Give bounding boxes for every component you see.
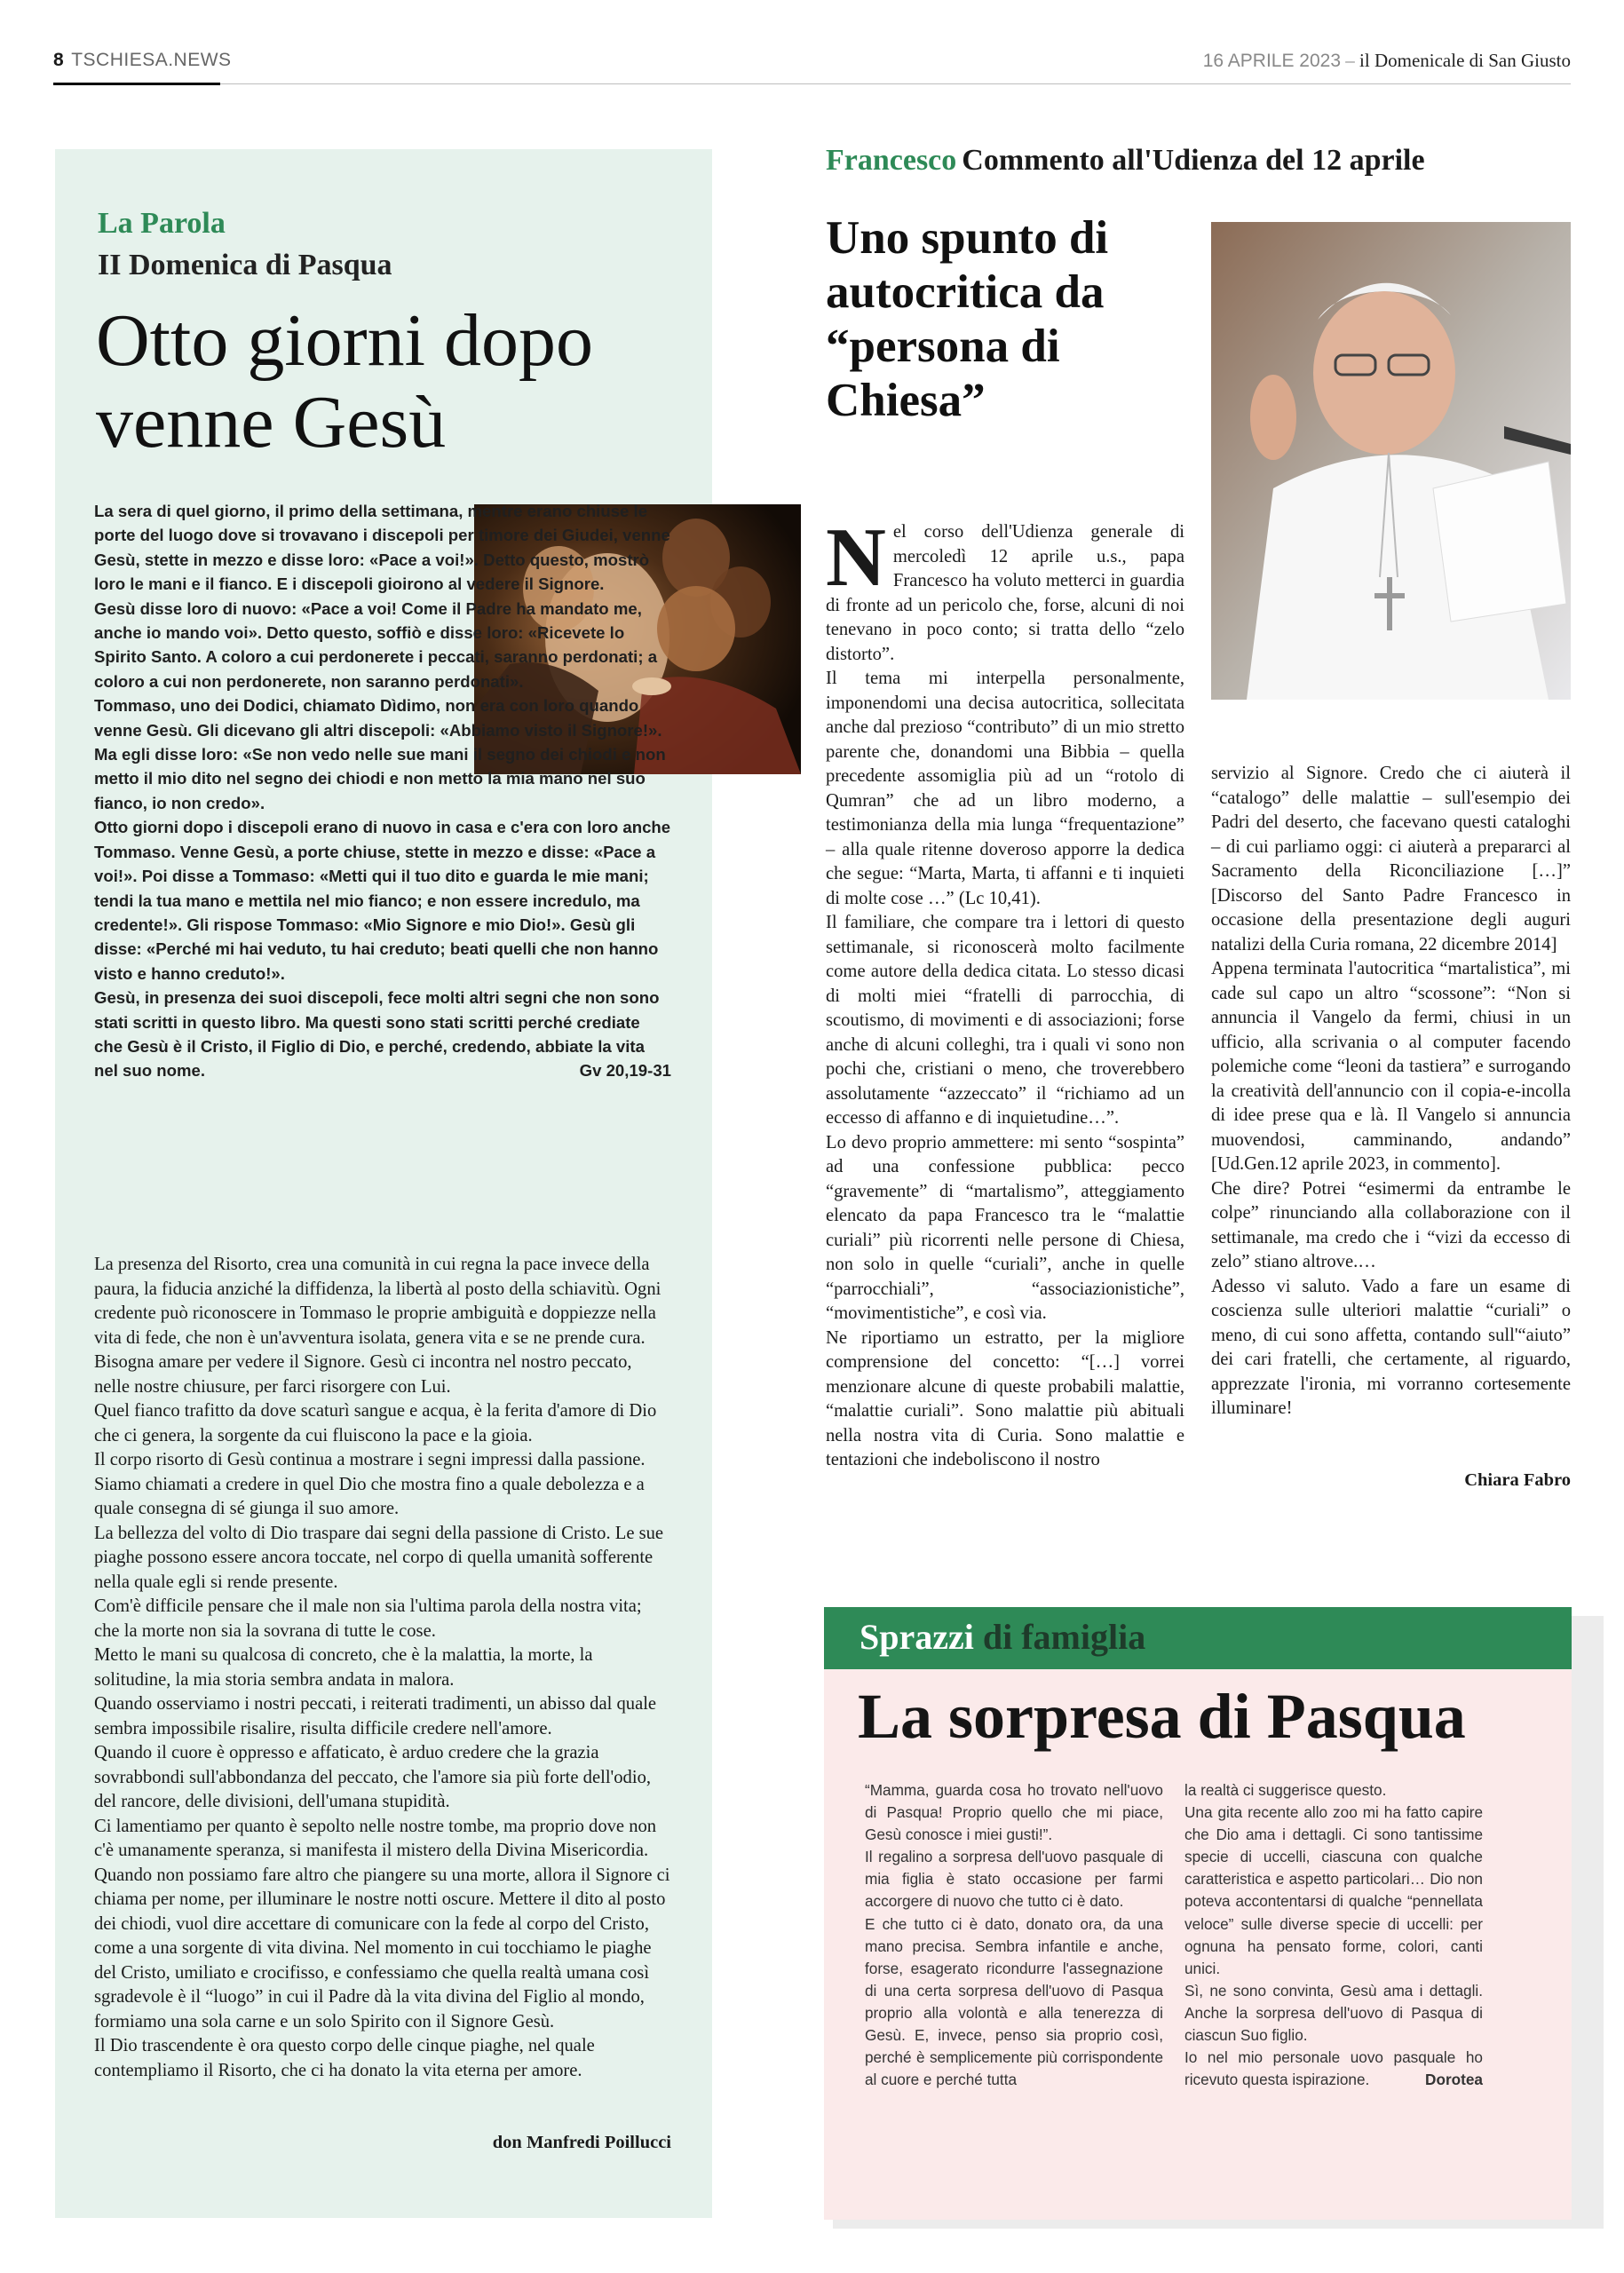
article-paragraph: Ne riportiamo un estratto, per la migliore comprensione del concetto: “[…] vorrei menzionare alcune di queste probabili malattie, “malattie curiali”. Sono malattie più abituali nella nostra vita di Curia. Sono malattie e tentazioni che indeboliscono il nostro xyxy=(826,1327,1184,1469)
section-kicker xyxy=(826,144,1425,178)
article-paragraph: Appena terminata l'autocritica “martalistica”, mi cade sul capo un altro “scossone”: “Non si annuncia il Vangelo da fermi, chiusi in un ufficio, alla scrivania o al computer facendo polemiche come “leoni da tastiera” e surrogando la creatività dell'annuncio con il copia-e-incolla di idee prese qua e là. Il Vangelo si annuncia muovendosi, camminando, andando” [Ud.Gen.12 aprile 2023, in commento]. xyxy=(1211,959,1571,1174)
section-kicker: La Parola xyxy=(98,207,226,240)
commentary-paragraph: La presenza del Risorto, crea una comunità in cui regna la pace invece della paura, la fiducia anziché la diffidenza, la libertà al posto della schiavitù. Ogni credente può riconoscere in Tommaso le proprie ambiguità e doppiezze nella vita di fede, che non è un'avventura isolata, genera vita e se ne prende cura. xyxy=(94,1255,661,1348)
article-author: Chiara Fabro xyxy=(1464,1470,1571,1490)
gospel-text: Gesù, in presenza dei suoi discepoli, fece molti altri segni che non sono stati scritti in questo libro. Ma questi sono stati scritti perché crediate che Gesù è il Cristo, il Figlio di Dio, e perché, credendo, abbiate la vita nel suo nome. xyxy=(94,988,660,1081)
commentary-paragraph: Quando il cuore è oppresso e affaticato, è arduo credere che la grazia sovrabbondi sull'abbondanza del peccato, che l'amore sia più forte dell'odio, del rancore, delle divisioni, dell'umana stupidità. xyxy=(94,1743,652,1811)
drop-cap: N xyxy=(826,511,886,604)
commentary-paragraph: Quel fianco trafitto da dove scaturì sangue e acqua, è la ferita d'amore di Dio che ci genera, la sorgente da cui fluiscono la pace e la gioia. xyxy=(94,1401,657,1445)
sprazzi-title: La sorpresa di Pasqua xyxy=(858,1681,1466,1752)
paragraph-text: el corso dell'Udienza generale di mercoledì 12 aprile u.s., papa Francesco ha voluto metterci in guardia di fronte ad un pericolo che, forse, alcuni di noi tenevano in poco conto; si tratta dello “zelo distorto”. xyxy=(826,522,1184,664)
page-number: 8 xyxy=(53,50,65,70)
sprazzi-kicker xyxy=(860,1616,1145,1658)
header-separator: – xyxy=(1345,50,1355,71)
article-title: Otto giorni dopo venne Gesù xyxy=(96,299,593,463)
article-paragraph: Il tema mi interpella personalmente, imponendomi una decisa autocritica, sollecitata anche dal prezioso “contributo” di un mio stretto parente che, donandomi una Bibbia – quella precedente assomiglia più ad un “rotolo di Qumran” che ad un libro moderno, a testimonianza della mia lunga “frequentazione” – alla quale ritenne doveroso apporre la dedica che segue: “Marta, Marta, ti affanni e ti inquieti di molte cose …” (Lc 10,41). xyxy=(826,669,1184,908)
article-paragraph: Che dire? Potrei “esimermi da entrambe le colpe” rinunciando alla collaborazione con il settimanale, ma credo che i “vizi da eccesso di zelo” stiano altrove.… xyxy=(1211,1178,1571,1271)
sprazzi-author: Dorotea xyxy=(1425,2071,1483,2089)
sprazzi-paragraph: la realtà ci suggerisce questo. xyxy=(1184,1781,1387,1799)
commentary-paragraph: Quando osserviamo i nostri peccati, i reiterati tradimenti, un abisso dal quale sembra impossibile risalire, risulta difficile credere nell'amore. xyxy=(94,1694,657,1738)
article-paragraph xyxy=(826,511,1184,667)
gospel-paragraph: Gesù disse loro di nuovo: «Pace a voi! Come il Padre ha mandato me, anche io mando voi». Detto questo, soffiò e disse loro: «Ricevete lo Spirito Santo. A coloro a cui perdonerete i peccati, saranno perdonati; a coloro a cui non perdonerete, non saranno perdonati». xyxy=(94,598,658,691)
sprazzi-column-1 xyxy=(865,1779,1163,2091)
commentary-paragraph: Il Dio trascendente è ora questo corpo delle cinque piaghe, nel quale contempliamo il Risorto, che ci ha donato la vita eterna per amore. xyxy=(94,2036,595,2080)
commentary-paragraph: Ci lamentiamo per quanto è sepolto nelle nostre tombe, ma proprio dove non c'è umanamente speranza, si manifesta il mistero della Divina Misericordia. Quando non possiamo fare altro che piangere su una morte, allora il Signore ci chiama per nome, per illuminare le nostre notti oscure. Mettere il dito al posto dei chiodi, vuol dire accettare di comunicare con la fede al corpo del Cristo, come a una sorgente di vita divina. Nel momento in cui tocchiamo le piaghe del Cristo, umiliato e crocifisso, e confessiamo che quella realtà umana così sgradevole è il “luogo” in cui il Padre dà la vita divina del Figlio al mondo, formiamo una sola carne e un solo Spirito con il Signore Gesù. xyxy=(94,1816,670,2031)
article-author: don Manfredi Poillucci xyxy=(492,2133,671,2152)
sprazzi-paragraph: Una gita recente allo zoo mi ha fatto capire che Dio ama i dettagli. Ci sono tantissime specie di uccelli, ciascuna con qualche caratteristica e aspetto particolari… Dio non poteva accontentarsi di qualche “pennellata veloce” sulle diverse specie di uccelli: per ognuna ha pensato forme, colori, canti unici. xyxy=(1184,1803,1483,1977)
pope-francis-photo xyxy=(1211,222,1571,700)
sprazzi-paragraph: Il regalino a sorpresa dell'uovo pasquale di mia figlia è stato occasione per farmi accorgere di nuovo che tutto ci è dato. xyxy=(865,1848,1163,1911)
issue-date: 16 APRILE 2023 xyxy=(1202,51,1342,71)
pope-photo xyxy=(1211,222,1571,700)
kicker-word: di famiglia xyxy=(982,1617,1146,1657)
gospel-paragraph: Otto giorni dopo i discepoli erano di nuovo in casa e c'era con loro anche Tommaso. Venne Gesù, a porte chiuse, stette in mezzo e disse: «Pace a voi!». Poi disse a Tommaso: «Metti qui il tuo dito e guarda le mie mani; tendi la tua mano e mettila nel mio fianco; e non essere incredulo, ma credente!». Gli rispose Tommaso: «Mio Signore e mio Dio!». Gesù gli disse: «Perché mi hai veduto, tu hai creduto; beati quelli che non hanno visto e hanno creduto!». xyxy=(94,818,671,983)
article-headline: Uno spunto di autocritica da “persona di Chiesa” xyxy=(826,212,1109,426)
sprazzi-paragraph: E che tutto ci è dato, donato ora, da una mano precisa. Sembra infantile e anche, forse, esagerato ricondurre l'assegnazione di una certa sorpresa dell'uovo di Pasqua proprio alla volontà e alla tenerezza di Gesù. E, invece, penso sia proprio così, perché è semplicemente più corrispondente al cuore e perché tutta xyxy=(865,1914,1163,2089)
header-rule xyxy=(220,83,1571,84)
kicker-name: Francesco xyxy=(826,144,957,177)
kicker-topic: Commento all'Udienza del 12 aprile xyxy=(962,144,1425,177)
article-column-2 xyxy=(1211,762,1571,1422)
header-rule-accent xyxy=(53,83,220,85)
gospel-paragraph: La sera di quel giorno, il primo della settimana, mentre erano chiuse le porte del luogo dove si trovavano i discepoli per timore dei Giudei, venne Gesù, stette in mezzo e disse loro: «Pace a voi!». Detto questo, mostrò loro le mani e il fianco. E i discepoli gioirono al vedere il Signore. xyxy=(94,502,670,594)
article-column-1 xyxy=(826,511,1184,1473)
publication-name: il Domenicale di San Giusto xyxy=(1359,50,1571,71)
site-name: TSCHIESA.NEWS xyxy=(71,50,232,70)
article-paragraph: Lo devo proprio ammettere: mi sento “sospinta” ad una confessione pubblica: pecco “gravemente” di “martalismo”, atteggiamento elencato da papa Francesco tra le “malattie curiali” più ricorrenti nelle persone di Chiesa, non solo in quelle “curiali”, anche in quelle “parrocchiali”, “associazionistiche”, “movimentistiche”, e così via. xyxy=(826,1132,1184,1323)
sprazzi-column-2 xyxy=(1184,1779,1483,2091)
article-paragraph: Il familiare, che compare tra i lettori di questo settimanale, si riconoscerà molto facilmente come autore della dedica citata. Lo stesso dicasi di molti miei “fratelli di parrocchia, di scoutismo, di movimenti e di associazioni; forse anche di alcuni colleghi, tra i quali vi sono non pochi che, cristiani o meno, che troverebbero assolutamente “azzeccato” il “richiamo ad un eccesso di affanno e di inquietudine…”. xyxy=(826,913,1184,1128)
article-paragraph: Adesso vi saluto. Vado a fare un esame di coscienza sulle ulteriori malattie “curiali” o meno, di cui sono affetta, contando sull'“aiuto” dei cari fratelli, che certamente, al riguardo, apprezzate l'ironia, mi vorranno cortesemente illuminare! xyxy=(1211,1276,1571,1418)
kicker-word: Sprazzi xyxy=(860,1617,974,1657)
commentary-paragraph: Il corpo risorto di Gesù continua a mostrare i segni impressi dalla passione. Siamo chiamati a credere in quel Dio che mostra fino a quale debolezza e a quale consegna di sé giunga il suo amore. xyxy=(94,1450,646,1518)
commentary-paragraph: La bellezza del volto di Dio traspare dai segni della passione di Cristo. Le sue piaghe possono essere ancora toccate, nel corpo di quella umanità sofferente nella quale egli si rende presente. xyxy=(94,1523,664,1592)
gospel-reading xyxy=(94,499,671,1083)
gospel-paragraph: Tommaso, uno dei Dodici, chiamato Dìdimo, non era con loro quando venne Gesù. Gli dicevano gli altri discepoli: «Abbiamo visto il Signore!». Ma egli disse loro: «Se non vedo nelle sue mani il segno dei chiodi e non metto il mio dito nel segno dei chiodi e non metto la mia mano nel suo fianco, io non credo». xyxy=(94,696,666,812)
article-paragraph: servizio al Signore. Credo che ci aiuterà il “catalogo” delle malattie – sull'esempio dei Padri del deserto, che facevano questi cataloghi – di cui parliamo oggi: ci aiuterà a prepararci al Sacramento della Riconciliazione […]” [Discorso del Santo Padre Francesco in occasione della presentazione degli auguri natalizi della Curia romana, 22 dicembre 2014] xyxy=(1211,764,1571,954)
commentary-paragraph: Metto le mani su qualcosa di concreto, che è la malattia, la morte, la solitudine, la mia storia sembra andata in malora. xyxy=(94,1645,593,1690)
gospel-commentary xyxy=(94,1253,671,2083)
section-subkicker: II Domenica di Pasqua xyxy=(98,249,392,281)
gospel-paragraph xyxy=(94,986,671,1083)
page-header-right xyxy=(1203,50,1571,72)
commentary-paragraph: Com'è difficile pensare che il male non sia l'ultima parola della nostra vita; che la morte non sia la sovrana di tutte le cose. xyxy=(94,1596,642,1641)
sprazzi-paragraph xyxy=(1184,2047,1483,2091)
commentary-paragraph: Bisogna amare per vedere il Signore. Gesù ci incontra nel nostro peccato, nelle nostre chiusure, per farci risorgere con Lui. xyxy=(94,1352,632,1397)
paragraph-text: Io nel mio personale uovo pasquale ho ricevuto questa ispirazione. xyxy=(1184,2048,1483,2089)
sprazzi-paragraph: “Mamma, guarda cosa ho trovato nell'uovo di Pasqua! Proprio quello che mi piace, Gesù conosce i miei gusti!”. xyxy=(865,1781,1163,1844)
gospel-reference: Gv 20,19-31 xyxy=(579,1061,671,1081)
sprazzi-paragraph: Sì, ne sono convinta, Gesù ama i dettagli. Anche la sorpresa dell'uovo di Pasqua di ciascun Suo figlio. xyxy=(1184,1981,1483,2045)
page-header-left xyxy=(53,50,232,71)
